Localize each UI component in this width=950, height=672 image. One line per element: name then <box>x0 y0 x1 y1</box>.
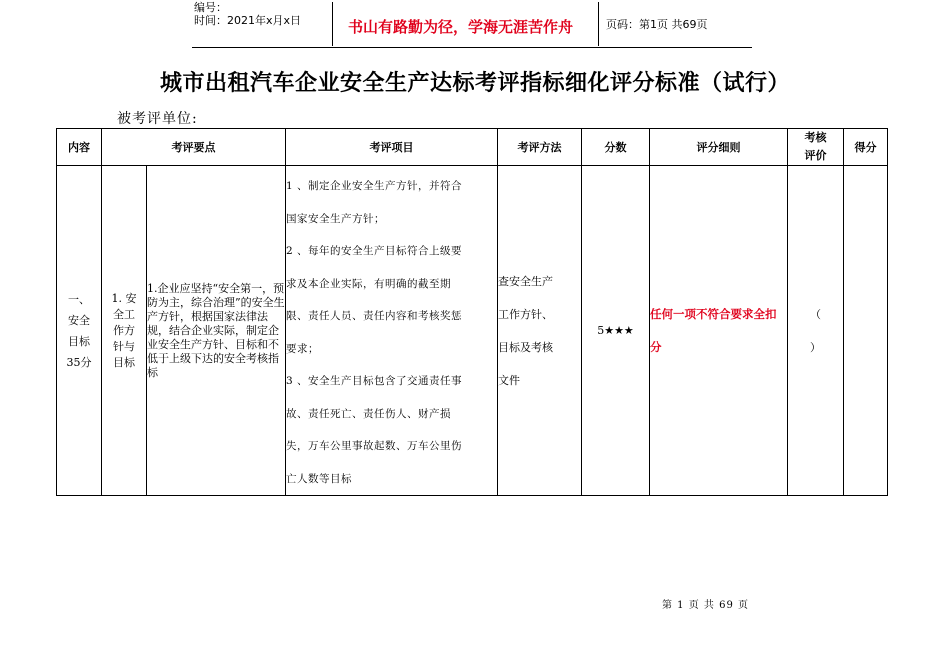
items-cell <box>286 166 498 496</box>
result-cell <box>844 166 888 496</box>
item-line: 2 、每年的安全生产目标符合上级要 <box>286 245 463 257</box>
header-key-points: 考评要点 <box>102 129 286 166</box>
page-footer: 第 1 页 共 69 页 <box>662 600 749 611</box>
page-header <box>192 0 752 48</box>
header-rules: 评分细则 <box>650 129 788 166</box>
evaluation-table <box>56 128 888 496</box>
item-line: 限、责任人员、责任内容和考核奖惩 <box>286 310 462 322</box>
header-content: 内容 <box>57 129 102 166</box>
score-cell: 5★★★ <box>582 166 650 496</box>
serial-label: 编号： <box>194 1 227 14</box>
header-score: 分数 <box>582 129 650 166</box>
header-result: 得分 <box>844 129 888 166</box>
header-divider <box>332 2 333 46</box>
header-divider <box>598 2 599 46</box>
table-row <box>57 166 888 496</box>
evaluated-unit-label: 被考评单位: <box>117 111 198 127</box>
motto-text: 书山有路勤为径，学海无涯苦作舟 <box>348 18 574 36</box>
page-indicator: 页码：第1页 共69页 <box>606 18 708 31</box>
header-evaluation: 考核 评价 <box>788 129 844 166</box>
item-line: 3 、安全生产目标包含了交通责任事 <box>286 375 463 387</box>
item-line: 亡人数等目标 <box>286 472 352 485</box>
method-cell: 查安全生产 工作方针、 目标及考核 文件 <box>498 166 582 496</box>
key-point-cell: 1. 安 全工 作方 针与 目标 <box>102 166 147 496</box>
evaluation-cell: （ ） <box>788 166 844 496</box>
item-line: 国家安全生产方针； <box>286 212 385 225</box>
item-line: 要求； <box>286 342 319 355</box>
content-cell: 一、 安全 目标 35分 <box>57 166 102 496</box>
item-line: 失，万车公里事故起数、万车公里伤 <box>286 440 462 452</box>
document-title: 城市出租汽车企业安全生产达标考评指标细化评分标准（试行） <box>159 70 790 96</box>
table-header-row <box>57 129 888 166</box>
item-line: 1 、制定企业安全生产方针，并符合 <box>286 180 463 192</box>
item-line: 故、责任死亡、责任伤人、财产损 <box>286 407 451 420</box>
item-line: 求及本企业实际，有明确的截至期 <box>286 277 451 290</box>
time-label: 时间：2021年x月x日 <box>194 14 302 27</box>
header-method: 考评方法 <box>498 129 582 166</box>
requirement-cell: 1.企业应坚持“安全第一，预防为主，综合治理”的安全生产方针，根据国家法律法规，结合企业实际，制定企业安全生产方针、目标和不低于上级下达的安全考核指标 <box>147 166 286 496</box>
header-items: 考评项目 <box>286 129 498 166</box>
rule-cell: 任何一项不符合要求全扣分 <box>650 166 788 496</box>
